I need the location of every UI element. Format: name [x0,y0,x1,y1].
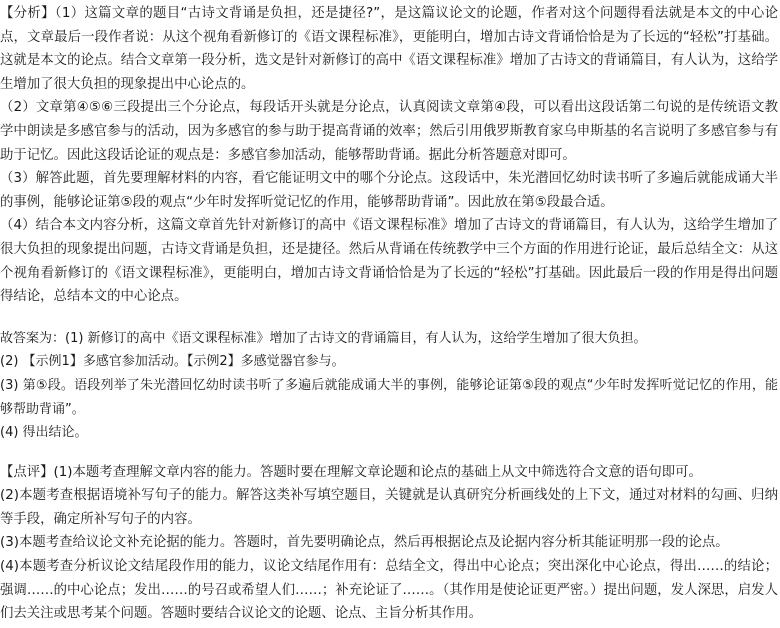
comment-paragraph-4: (4)本题考查分析议论文结尾段作用的能力，议论文结尾作用有：总结全文，得出中心论点；突出深化中心论点，得出……的结论；强调……的中心论点；发出……的号召或希望人们……；补充论证了……。（其作用是使论证更严密。）提出问题，发人深思，启发人们去关注或思考某个问题。答题时要结合议论文的论题、论点、主旨分析其作用。 [0,559,778,622]
answer-line-2: (2) 【示例1】多感官参加活动。【示例2】多感觉器官参与。 [0,354,345,370]
section-spacer [0,309,778,327]
comments-section [0,461,778,626]
analysis-paragraph-1: 【分析】（1）这篇文章的题目“古诗文背诵是负担，还是捷径?”，是这篇议论文的论题，作者对这个问题得看法就是本文的中心论点，文章最后一段作者说：从这个视角看新修订的《语文课程标准》，更能明白，增加古诗文背诵恰恰是为了长远的“轻松”打基础。这就是本文的论点。结合文章第一段分析，选文是针对新修订的高中《语文课程标准》增加了古诗文的背诵篇目，有人认为，这给学生增加了很大负担的现象提出中心论点的。 [0,6,778,92]
answer-line-1: 故答案为：(1) 新修订的高中《语文课程标准》增加了古诗文的背诵篇目，有人认为，这给学生增加了很大负担。 [0,330,647,346]
section-spacer [0,445,778,461]
comment-paragraph-3: (3)本题考查给议论文补充论据的能力。答题时，首先要明确论点，然后再根据论点及论据内容分析其能证明那一段的论点。 [0,535,729,551]
document [0,2,778,626]
analysis-paragraph-2: （2）文章第④⑤⑥三段提出三个分论点，每段话开头就是分论点，认真阅读文章第④段，可以看出这段话第二句说的是传统语文教学中朗读是多感官参与的活动，因为多感官的参与助于提高背诵的效率；然后引用俄罗斯教育家乌申斯基的名言说明了多感官参与有助于记忆。因此这段话论证的观点是：多感官参加活动，能够帮助背诵。据此分析答题意对即可。 [0,100,778,163]
analysis-section [0,2,778,309]
comment-paragraph-1: 【点评】(1)本题考查理解文章内容的能力。答题时要在理解文章论题和论点的基础上从文中筛选符合文意的语句即可。 [0,464,702,480]
analysis-paragraph-4: （4）结合本文内容分析，这篇文章首先针对新修订的高中《语文课程标准》增加了古诗文的背诵篇目，有人认为，这给学生增加了很大负担的现象提出问题，古诗文背诵是负担，还是捷径。然后从背诵在传统教学中三个方面的作用进行论证，最后总结全文：从这个视角看新修订的《语文课程标准》，更能明白，增加古诗文背诵恰恰是为了长远的“轻松”打基础。因此最后一段的作用是得出问题得结论，总结本文的中心论点。 [0,218,778,305]
comment-paragraph-2: (2)本题考查根据语境补写句子的能力。解答这类补写填空题目，关键就是认真研究分析画线处的上下文，通过对材料的勾画、归纳等手段，确定所补写句子的内容。 [0,488,778,527]
analysis-paragraph-3: （3）解答此题，首先要理解材料的内容，看它能证明文中的哪个分论点。这段话中，朱光潜回忆幼时读书听了多遍后就能成诵大半的事例，能够论证第⑤段的观点“少年时发挥听觉记忆的作用，能够帮助背诵”。因此放在第⑤段最合适。 [0,171,778,210]
answer-line-3: (3) 第⑤段。语段列举了朱光潜回忆幼时读书听了多遍后就能成诵大半的事例，能够论证第⑤段的观点“少年时发挥听觉记忆的作用，能够帮助背诵”。 [0,377,778,417]
answers-section [0,327,778,445]
answer-line-4: (4) 得出结论。 [0,425,88,441]
